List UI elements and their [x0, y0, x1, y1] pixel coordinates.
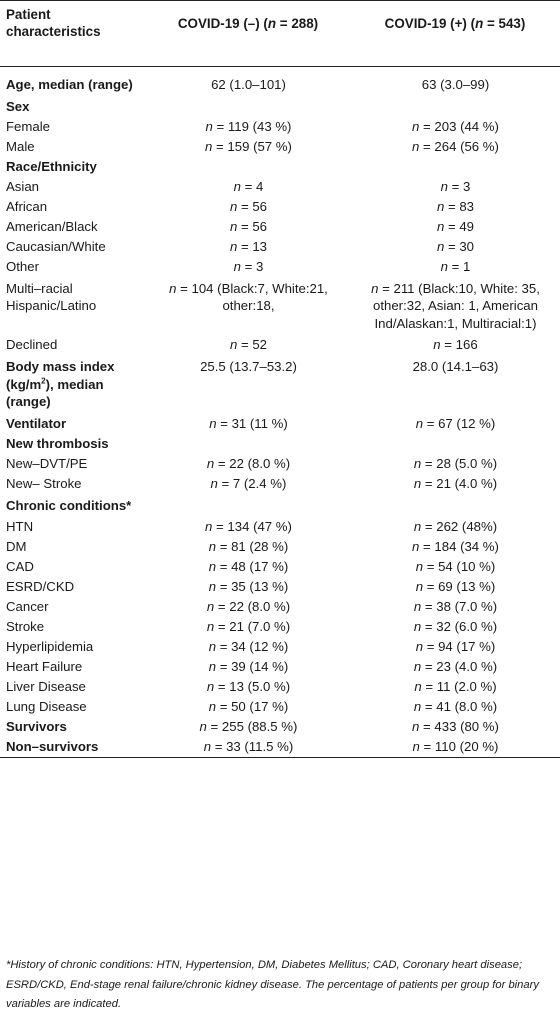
covid-negative-value: n = 21 (7.0 %) [206, 619, 291, 634]
covid-positive-value: n = 69 (13 %) [415, 579, 496, 594]
covid-positive-value: n = 203 (44 %) [412, 118, 499, 134]
row-label: African [6, 198, 48, 214]
table-row [0, 697, 560, 717]
covid-negative-value: n = 39 (14 %) [208, 659, 289, 674]
row-label: Age, median (range) [6, 77, 133, 92]
covid-negative-value [146, 434, 349, 454]
row-label: Stroke [6, 619, 45, 634]
covid-positive-value: n = 211 (Black:10, White: 35, other:32, Asian: 1, American Ind/Alaskan:1, Multiracial:1) [371, 280, 540, 331]
covid-negative-value: n = 31 (11 %) [209, 415, 288, 431]
covid-positive-value: n = 94 (17 %) [415, 639, 496, 654]
covid-negative-value: n = 50 (17 %) [208, 699, 289, 714]
covid-positive-value: n = 49 [436, 218, 475, 234]
table-row [0, 237, 560, 257]
table-row [0, 494, 560, 518]
table-row [0, 557, 560, 577]
covid-negative-value [146, 494, 349, 518]
covid-positive-value: n = 166 [433, 337, 478, 352]
table-row [0, 517, 560, 537]
covid-negative-value: n = 33 (11.5 %) [203, 739, 294, 754]
table-row [0, 157, 560, 177]
covid-negative-value: n = 13 (5.0 %) [206, 679, 291, 694]
row-label: Lung Disease [6, 699, 87, 714]
covid-negative-value: n = 159 (57 %) [205, 138, 292, 154]
covid-negative-value [146, 157, 349, 177]
header-covid-positive: COVID-19 (+) (n = 543) [384, 16, 526, 31]
covid-positive-value: 63 (3.0–99) [421, 77, 490, 92]
table-row [0, 197, 560, 217]
row-label: Male [6, 138, 35, 154]
covid-positive-value [349, 494, 560, 518]
covid-positive-value: n = 30 [436, 238, 475, 254]
covid-positive-value: n = 67 (12 %) [415, 415, 496, 431]
row-label: Survivors [6, 719, 67, 734]
covid-positive-value: n = 11 (2.0 %) [414, 679, 497, 694]
covid-positive-value [349, 434, 560, 454]
covid-negative-value: n = 34 (12 %) [208, 639, 289, 654]
covid-negative-value: n = 7 (2.4 %) [210, 475, 287, 491]
covid-negative-value: n = 35 (13 %) [208, 579, 289, 594]
covid-positive-value: n = 262 (48%) [413, 519, 498, 534]
table-row [0, 717, 560, 737]
table-row [0, 434, 560, 454]
row-label: Body mass index $(kg/m^2)$, median (range) [6, 359, 115, 409]
row-label: American/Black [6, 218, 98, 234]
row-label: DM [6, 539, 27, 554]
row-label: Caucasian/White [6, 238, 106, 254]
table-row [0, 355, 560, 414]
covid-positive-value: n = 3 [440, 178, 471, 194]
table-row [0, 335, 560, 355]
covid-negative-value: n = 3 [233, 258, 264, 274]
covid-negative-value: n = 4 [233, 178, 264, 194]
header-covid-negative: COVID-19 (–) (n = 288) [177, 16, 319, 31]
table-row [0, 737, 560, 758]
table-row [0, 474, 560, 494]
covid-negative-value: n = 104 (Black:7, White:21, other:18, [169, 280, 328, 313]
covid-negative-value: n = 22 (8.0 %) [206, 599, 291, 614]
covid-positive-value: n = 23 (4.0 %) [413, 659, 498, 674]
covid-positive-value [349, 97, 560, 117]
covid-negative-value: n = 134 (47 %) [205, 519, 292, 534]
covid-positive-value: n = 1 [440, 258, 471, 274]
row-label: Heart Failure [6, 659, 83, 674]
covid-positive-value: n = 21 (4.0 %) [413, 475, 498, 491]
row-label: Race/Ethnicity [6, 158, 97, 174]
covid-negative-value [146, 97, 349, 117]
row-label: HTN [6, 519, 34, 534]
covid-positive-value: n = 433 (80 %) [412, 719, 499, 734]
row-label: Non–survivors [6, 739, 99, 754]
row-label: Chronic conditions* [6, 497, 132, 513]
table-row [0, 454, 560, 474]
table-row [0, 177, 560, 197]
row-label: New–DVT/PE [6, 455, 88, 471]
covid-positive-value: n = 54 (10 %) [415, 559, 496, 574]
header-patient-characteristics: Patient characteristics [6, 7, 101, 39]
table-row [0, 257, 560, 277]
row-label: Hyperlipidemia [6, 639, 94, 654]
table-row [0, 97, 560, 117]
table-row [0, 217, 560, 237]
covid-positive-value: n = 264 (56 %) [412, 138, 499, 154]
row-label: ESRD/CKD [6, 579, 75, 594]
row-label: Asian [6, 178, 39, 194]
row-label: Multi–racial Hispanic/Latino [6, 280, 97, 313]
covid-negative-value: n = 81 (28 %) [208, 539, 289, 554]
covid-positive-value [349, 157, 560, 177]
row-label: New– Stroke [6, 475, 82, 491]
covid-negative-value: 25.5 (13.7–53.2) [200, 359, 297, 374]
covid-positive-value: n = 32 (6.0 %) [413, 619, 498, 634]
covid-positive-value: n = 38 (7.0 %) [413, 599, 498, 614]
covid-negative-value: n = 13 [229, 238, 268, 254]
row-label: Cancer [6, 599, 49, 614]
table-row [0, 677, 560, 697]
table-row [0, 137, 560, 157]
table-row [0, 637, 560, 657]
table-row [0, 117, 560, 137]
covid-positive-value: n = 28 (5.0 %) [413, 455, 498, 471]
table-header [0, 1, 560, 67]
covid-negative-value: n = 255 (88.5 %) [199, 719, 298, 734]
table-row [0, 617, 560, 637]
table-footnote: *History of chronic conditions: HTN, Hypertension, DM, Diabetes Mellitus; CAD, Coronary heart disease; ESRD/CKD, End-stage renal failure/chronic kidney disease. The percentage of patients per group for binary variables are indicated. [6, 959, 539, 1010]
table-row [0, 537, 560, 557]
row-label: Other [6, 258, 39, 274]
row-label: Female [6, 118, 50, 134]
covid-positive-value: n = 184 (34 %) [412, 539, 499, 554]
table-row [0, 414, 560, 434]
covid-negative-value: n = 52 [229, 337, 268, 352]
row-label: Liver Disease [6, 679, 86, 694]
covid-negative-value: n = 56 [229, 218, 268, 234]
table-row [0, 577, 560, 597]
covid-negative-value: n = 56 [229, 198, 268, 214]
row-label: Sex [6, 98, 30, 114]
covid-positive-value: n = 110 (20 %) [412, 739, 499, 754]
covid-negative-value: n = 48 (17 %) [208, 559, 289, 574]
covid-positive-value: 28.0 (14.1–63) [412, 359, 499, 374]
row-label: CAD [6, 559, 34, 574]
row-label: Ventilator [6, 415, 67, 431]
row-label: Declined [6, 337, 58, 352]
table-row [0, 657, 560, 677]
table-row [0, 277, 560, 336]
covid-positive-value: n = 41 (8.0 %) [413, 699, 498, 714]
covid-negative-value: n = 22 (8.0 %) [206, 455, 291, 471]
covid-positive-value: n = 83 [436, 198, 475, 214]
row-label: New thrombosis [6, 435, 109, 451]
covid-negative-value: n = 119 (43 %) [205, 118, 292, 134]
covid-negative-value: 62 (1.0–101) [211, 77, 286, 92]
table-row [0, 597, 560, 617]
table-row [0, 67, 560, 97]
table-body [0, 67, 560, 758]
